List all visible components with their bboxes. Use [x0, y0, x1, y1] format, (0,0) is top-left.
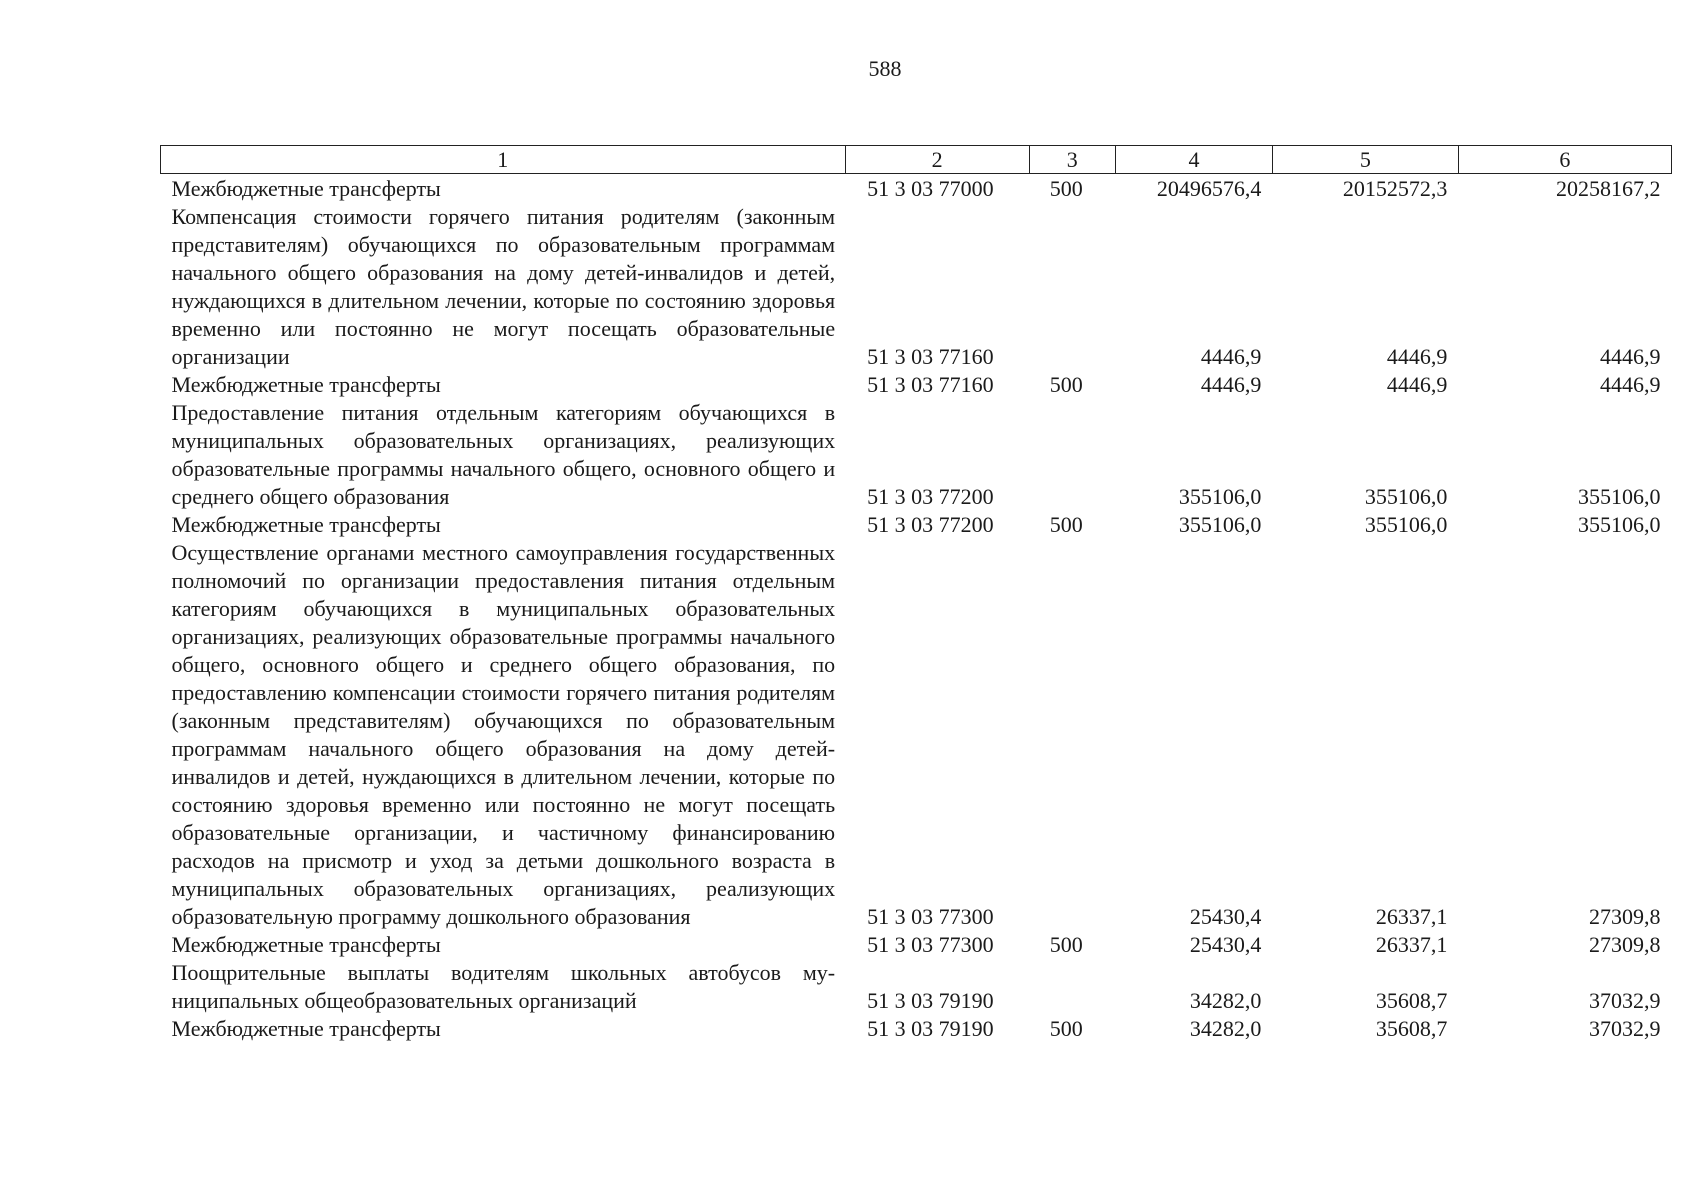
column-header-5: 5: [1272, 146, 1458, 174]
row-expense-type: [1029, 959, 1115, 1015]
row-expense-type: 500: [1049, 932, 1083, 957]
row-amount-year-1: 355106,0: [1178, 484, 1262, 509]
column-header-4: 4: [1116, 146, 1273, 174]
row-target-code: 51 3 03 77200: [867, 512, 994, 537]
row-expense-type: 500: [1049, 1016, 1083, 1041]
row-name: Межбюджетные трансферты: [171, 1016, 441, 1041]
row-name: Осуществление органами местного самоуправления государственных полномочий по организации предоставления питания отдельным категориям обучающихся в муниципальных образовательных организациях, реализующих образовательные программы начального общего, основного общего и среднего общего образования, по предоставлению компенсации стоимости горячего питания родителям (законным представителям) обучающихся по образовательным программам начального общего образования на дому детей-инвалидов и детей, нуждающихся в длительном лечении, которые по состоянию здоровья временно или постоянно не могут посещать образовательные организации, и частичному финансированию расходов на присмотр и уход за детьми дошкольного возраста в муниципальных образовательных организациях, реализующих образовательную программу дошкольного образования: [171, 540, 836, 929]
table-row: [161, 931, 1672, 959]
column-header-2: 2: [845, 146, 1029, 174]
page-number: 588: [868, 56, 902, 81]
row-amount-year-1: 25430,4: [1189, 932, 1262, 957]
row-amount-year-2: 26337,1: [1375, 904, 1448, 929]
row-target-code: 51 3 03 77000: [867, 176, 994, 201]
row-name: Межбюджетные трансферты: [171, 932, 441, 957]
table-row: [161, 511, 1672, 539]
table-row: [161, 539, 1672, 931]
row-expense-type: [1029, 399, 1115, 511]
row-amount-year-1: 34282,0: [1189, 1016, 1262, 1041]
row-target-code: 51 3 03 77200: [867, 484, 994, 509]
row-target-code: 51 3 03 77300: [867, 904, 994, 929]
row-amount-year-1: 25430,4: [1189, 904, 1262, 929]
row-name: Компенсация стоимости горячего питания родителям (законным представителям) обучающихся по образовательным программам начального общего образования на дому детей-инвалидов и детей, нуждающихся в длительном лечении, которые по состоянию здоровья временно или постоянно не могут посещать образовательные организации: [171, 204, 836, 369]
row-amount-year-2: 35608,7: [1375, 988, 1448, 1013]
row-amount-year-3: 355106,0: [1578, 512, 1661, 537]
row-expense-type: [1029, 203, 1115, 371]
column-header-3: 3: [1029, 146, 1115, 174]
row-name: Межбюджетные трансферты: [171, 176, 441, 201]
row-amount-year-2: 4446,9: [1386, 372, 1448, 397]
row-amount-year-1: 355106,0: [1178, 512, 1262, 537]
table-header: [161, 146, 1672, 174]
row-amount-year-2: 20152572,3: [1342, 176, 1448, 201]
row-amount-year-1: 20496576,4: [1156, 176, 1262, 201]
column-header-6: 6: [1458, 146, 1671, 174]
table-row: [161, 1015, 1672, 1043]
row-amount-year-2: 355106,0: [1364, 512, 1448, 537]
row-name: Межбюджетные трансферты: [171, 372, 441, 397]
row-amount-year-2: 35608,7: [1375, 1016, 1448, 1041]
row-target-code: 51 3 03 79190: [867, 1016, 994, 1041]
row-amount-year-2: 4446,9: [1386, 344, 1448, 369]
row-amount-year-3: 4446,9: [1600, 372, 1661, 397]
row-amount-year-1: 4446,9: [1200, 372, 1262, 397]
table-row: [161, 371, 1672, 399]
row-amount-year-1: 34282,0: [1189, 988, 1262, 1013]
row-name: Предоставление питания отдельным категориям обучающихся в муниципальных образовательных организациях, реализующих образовательные программы начального общего, основного общего и среднего общего образования: [171, 400, 836, 509]
row-amount-year-3: 37032,9: [1589, 988, 1661, 1013]
row-target-code: 51 3 03 77160: [867, 344, 994, 369]
row-amount-year-1: 4446,9: [1200, 344, 1262, 369]
row-amount-year-2: 355106,0: [1364, 484, 1448, 509]
table-row: [161, 174, 1672, 204]
row-amount-year-3: 27309,8: [1589, 904, 1661, 929]
row-amount-year-3: 37032,9: [1589, 1016, 1661, 1041]
table-body: [161, 174, 1672, 1044]
table-row: [161, 399, 1672, 511]
row-target-code: 51 3 03 77160: [867, 372, 994, 397]
budget-table: [160, 145, 1672, 1043]
row-target-code: 51 3 03 77300: [867, 932, 994, 957]
row-expense-type: 500: [1049, 372, 1083, 397]
header-row: [161, 146, 1672, 174]
row-amount-year-3: 4446,9: [1600, 344, 1661, 369]
row-name: Межбюджетные трансферты: [171, 512, 441, 537]
row-expense-type: 500: [1049, 176, 1083, 201]
row-expense-type: 500: [1049, 512, 1083, 537]
row-name: Поощрительные выплаты водителям школьных автобусов муниципальных общеобразовательных организаций: [171, 960, 836, 1013]
row-amount-year-3: 20258167,2: [1556, 176, 1661, 201]
row-target-code: 51 3 03 79190: [867, 988, 994, 1013]
column-header-1: 1: [161, 146, 846, 174]
table-row: [161, 959, 1672, 1015]
table-row: [161, 203, 1672, 371]
row-amount-year-2: 26337,1: [1375, 932, 1448, 957]
row-amount-year-3: 27309,8: [1589, 932, 1661, 957]
row-expense-type: [1029, 539, 1115, 931]
row-amount-year-3: 355106,0: [1578, 484, 1661, 509]
